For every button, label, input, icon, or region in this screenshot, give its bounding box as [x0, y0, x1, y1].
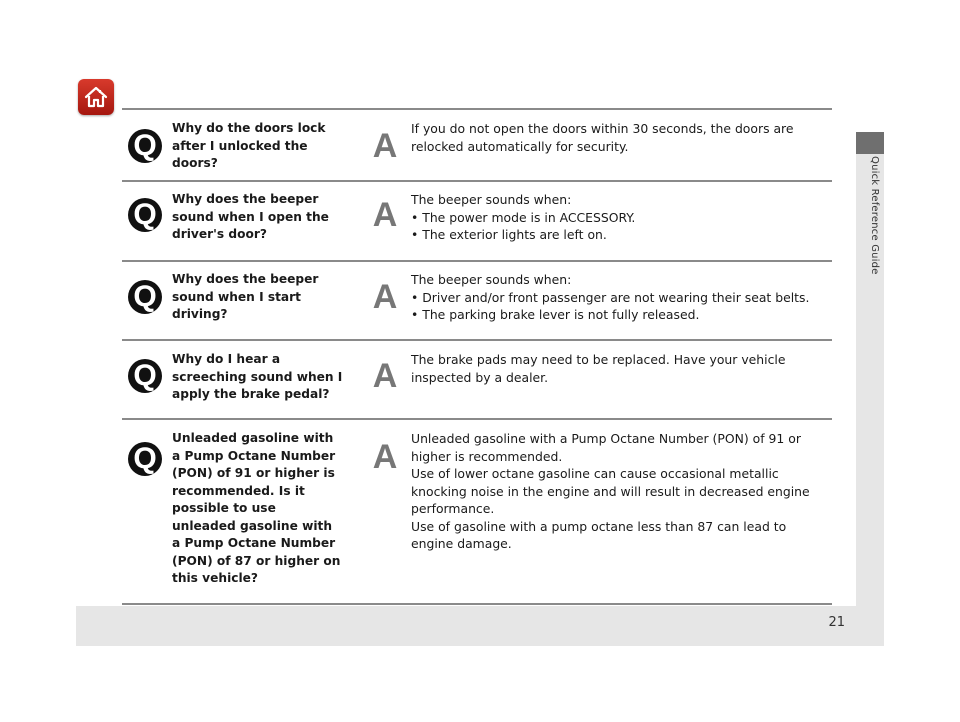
answer-text [411, 430, 831, 553]
home-button[interactable] [78, 79, 114, 115]
section-label: Quick Reference Guide [869, 156, 880, 275]
q-badge: Q [128, 129, 162, 163]
section-tab-marker [856, 132, 884, 154]
footer-band [76, 606, 856, 646]
question-text: Why do the doors lock after I unlocked the doors? [172, 121, 326, 170]
home-icon [83, 85, 109, 109]
answer-line: The brake pads may need to be replaced. Have your vehicle inspected by a dealer. [411, 352, 786, 385]
question-text: Unleaded gasoline with a Pump Octane Number (PON) of 91 or higher is recommended. Is it possible to use unleaded gasoline with a Pump Octane Number (PON) of 87 or higher on this vehicle? [172, 431, 341, 585]
q-badge: Q [128, 198, 162, 232]
answer-text [411, 351, 831, 386]
answer-bullet: • The exterior lights are left on. [411, 226, 831, 244]
answer-line: Use of gasoline with a pump octane less than 87 can lead to engine damage. [411, 518, 787, 551]
answer-bullet: • The parking brake lever is not fully released. [411, 306, 831, 324]
answer-line: If you do not open the doors within 30 seconds, the doors are relocked automatically for security. [411, 121, 794, 154]
answer-text [411, 120, 831, 155]
a-badge: A [372, 278, 398, 316]
a-badge: A [372, 127, 398, 165]
a-badge: A [372, 438, 398, 476]
answer-line: The beeper sounds when: [411, 272, 572, 287]
answer-text [411, 191, 831, 244]
bottom-rule [122, 603, 832, 605]
question-text: Why does the beeper sound when I open the driver's door? [172, 192, 329, 241]
a-badge: A [372, 357, 398, 395]
answer-bullet: • The power mode is in ACCESSORY. [411, 209, 831, 227]
a-badge: A [372, 196, 398, 234]
answer-text [411, 271, 831, 324]
question-text: Why does the beeper sound when I start driving? [172, 272, 319, 321]
answer-line: Unleaded gasoline with a Pump Octane Number (PON) of 91 or higher is recommended. [411, 431, 801, 464]
answer-bullet: • Driver and/or front passenger are not wearing their seat belts. [411, 289, 831, 307]
question-text: Why do I hear a screeching sound when I apply the brake pedal? [172, 352, 343, 401]
qa-row-door-lock [122, 110, 832, 182]
qa-row-brake-screech [122, 341, 832, 420]
answer-line: The beeper sounds when: [411, 192, 572, 207]
q-badge: Q [128, 280, 162, 314]
q-badge: Q [128, 442, 162, 476]
qa-row-beeper-door [122, 182, 832, 262]
answer-line: Use of lower octane gasoline can cause occasional metallic knocking noise in the engine and will result in decreased engine performance. [411, 466, 810, 516]
page-number: 21 [828, 615, 845, 630]
qa-row-beeper-driving [122, 262, 832, 341]
q-badge: Q [128, 359, 162, 393]
qa-row-gasoline [122, 420, 832, 605]
